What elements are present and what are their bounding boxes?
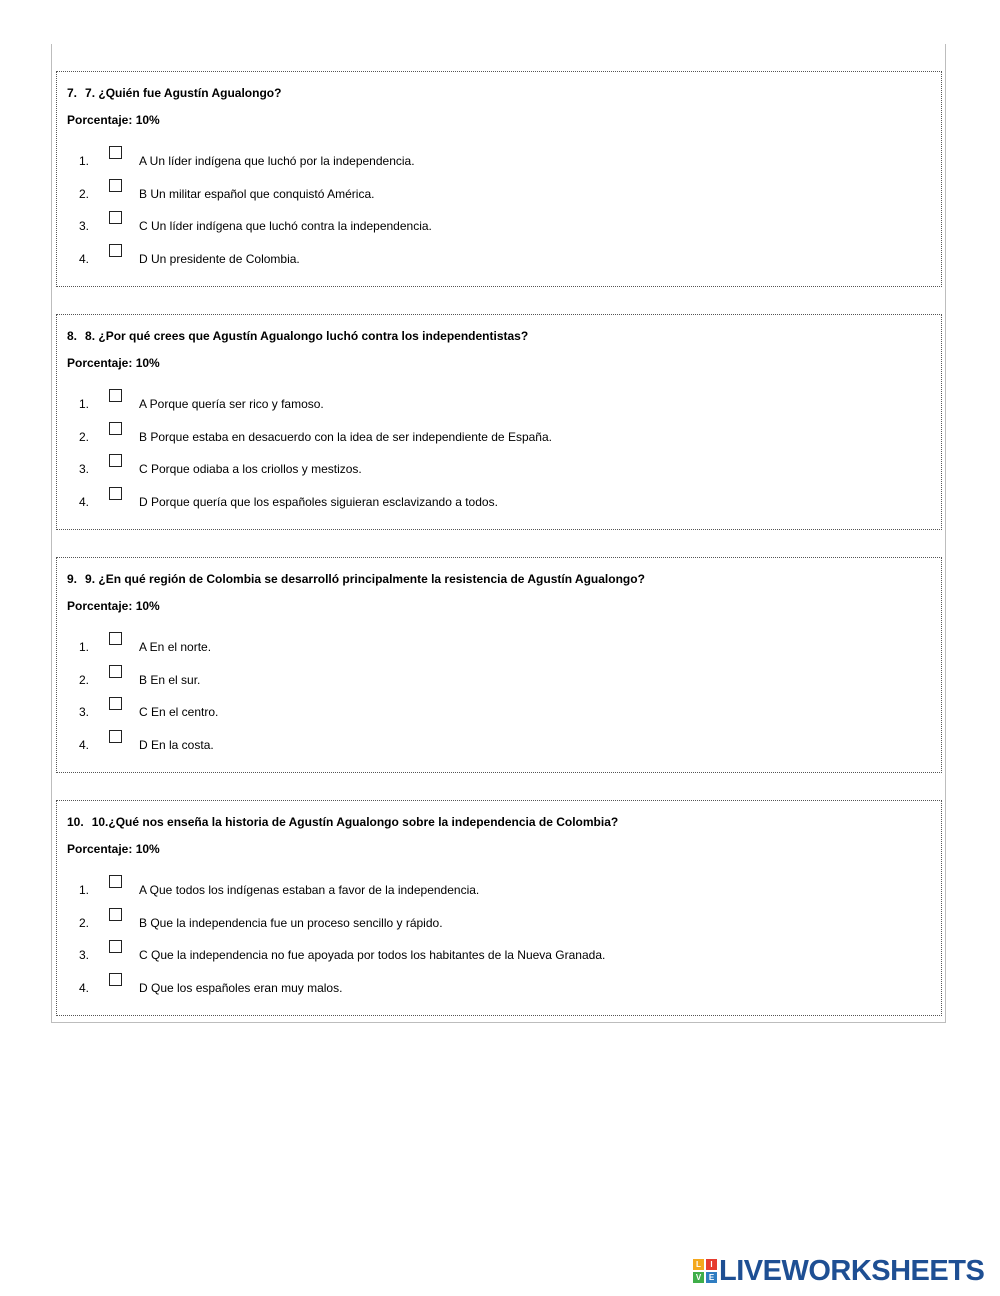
option-row xyxy=(57,248,917,268)
question-title xyxy=(67,86,281,100)
option-label: B Porque estaba en desacuerdo con la idea de ser independiente de España. xyxy=(139,430,552,444)
option-checkbox[interactable] xyxy=(109,875,122,888)
option-row xyxy=(57,944,917,964)
option-number: 2. xyxy=(79,673,90,687)
question-number: 7. xyxy=(67,86,78,100)
option-label: A Un líder indígena que luchó por la independencia. xyxy=(139,154,415,168)
option-label: C Un líder indígena que luchó contra la independencia. xyxy=(139,219,432,233)
option-checkbox[interactable] xyxy=(109,908,122,921)
option-checkbox[interactable] xyxy=(109,211,122,224)
question-text: 10.¿Qué nos enseña la historia de Agustín Agualongo sobre la independencia de Colombia? xyxy=(91,815,619,829)
question-number: 8. xyxy=(67,329,78,343)
question-number: 10. xyxy=(67,815,84,829)
question-10-box xyxy=(56,800,942,1016)
option-checkbox[interactable] xyxy=(109,632,122,645)
question-text: 7. ¿Quién fue Agustín Agualongo? xyxy=(85,86,282,100)
option-checkbox[interactable] xyxy=(109,730,122,743)
option-checkbox[interactable] xyxy=(109,697,122,710)
option-number: 1. xyxy=(79,883,90,897)
option-number: 1. xyxy=(79,397,90,411)
option-label: B Un militar español que conquistó América. xyxy=(139,187,375,201)
question-percentage: Porcentaje: 10% xyxy=(67,113,160,127)
option-label: D Porque quería que los españoles siguieran esclavizando a todos. xyxy=(139,495,498,509)
question-text: 8. ¿Por qué crees que Agustín Agualongo luchó contra los independentistas? xyxy=(85,329,529,343)
option-row xyxy=(57,636,917,656)
option-row xyxy=(57,912,917,932)
question-title xyxy=(67,815,618,829)
option-checkbox[interactable] xyxy=(109,973,122,986)
option-checkbox[interactable] xyxy=(109,665,122,678)
option-row xyxy=(57,426,917,446)
option-row xyxy=(57,458,917,478)
option-number: 2. xyxy=(79,430,90,444)
option-row xyxy=(57,150,917,170)
option-number: 4. xyxy=(79,495,90,509)
option-label: C En el centro. xyxy=(139,705,219,719)
question-9-box xyxy=(56,557,942,773)
option-number: 2. xyxy=(79,187,90,201)
option-number: 3. xyxy=(79,462,90,476)
option-row xyxy=(57,183,917,203)
option-number: 1. xyxy=(79,154,90,168)
brand-wordmark: LIVEWORKSHEETS xyxy=(719,1254,985,1287)
question-number: 9. xyxy=(67,572,78,586)
question-percentage: Porcentaje: 10% xyxy=(67,356,160,370)
option-label: D Un presidente de Colombia. xyxy=(139,252,300,266)
option-number: 4. xyxy=(79,981,90,995)
option-row xyxy=(57,879,917,899)
option-number: 4. xyxy=(79,738,90,752)
option-label: A Que todos los indígenas estaban a favor de la independencia. xyxy=(139,883,480,897)
option-number: 3. xyxy=(79,219,90,233)
question-percentage: Porcentaje: 10% xyxy=(67,599,160,613)
option-row xyxy=(57,393,917,413)
option-row xyxy=(57,669,917,689)
option-checkbox[interactable] xyxy=(109,940,122,953)
logo-letter-i: I xyxy=(706,1259,717,1270)
option-checkbox[interactable] xyxy=(109,179,122,192)
option-number: 4. xyxy=(79,252,90,266)
option-number: 3. xyxy=(79,705,90,719)
logo-letter-l: L xyxy=(693,1259,704,1270)
question-title xyxy=(67,329,528,343)
option-label: D Que los españoles eran muy malos. xyxy=(139,981,343,995)
question-title xyxy=(67,572,645,586)
option-row xyxy=(57,977,917,997)
option-label: C Porque odiaba a los criollos y mestizos. xyxy=(139,462,362,476)
option-checkbox[interactable] xyxy=(109,389,122,402)
option-label: B Que la independencia fue un proceso sencillo y rápido. xyxy=(139,916,443,930)
option-row xyxy=(57,215,917,235)
question-7-box xyxy=(56,71,942,287)
option-number: 2. xyxy=(79,916,90,930)
option-checkbox[interactable] xyxy=(109,244,122,257)
option-label: C Que la independencia no fue apoyada por todos los habitantes de la Nueva Granada. xyxy=(139,948,606,962)
question-percentage: Porcentaje: 10% xyxy=(67,842,160,856)
liveworksheets-logo-icon xyxy=(693,1259,717,1283)
option-row xyxy=(57,734,917,754)
option-checkbox[interactable] xyxy=(109,422,122,435)
option-row xyxy=(57,701,917,721)
liveworksheets-brand xyxy=(693,1256,984,1286)
question-text: 9. ¿En qué región de Colombia se desarrolló principalmente la resistencia de Agustín Agualongo? xyxy=(85,572,645,586)
option-label: A En el norte. xyxy=(139,640,212,654)
question-8-box xyxy=(56,314,942,530)
logo-letter-e: E xyxy=(706,1272,717,1283)
option-number: 1. xyxy=(79,640,90,654)
option-number: 3. xyxy=(79,948,90,962)
option-checkbox[interactable] xyxy=(109,454,122,467)
option-label: B En el sur. xyxy=(139,673,201,687)
logo-letter-v: V xyxy=(693,1272,704,1283)
option-label: A Porque quería ser rico y famoso. xyxy=(139,397,324,411)
option-label: D En la costa. xyxy=(139,738,214,752)
option-checkbox[interactable] xyxy=(109,487,122,500)
option-row xyxy=(57,491,917,511)
option-checkbox[interactable] xyxy=(109,146,122,159)
